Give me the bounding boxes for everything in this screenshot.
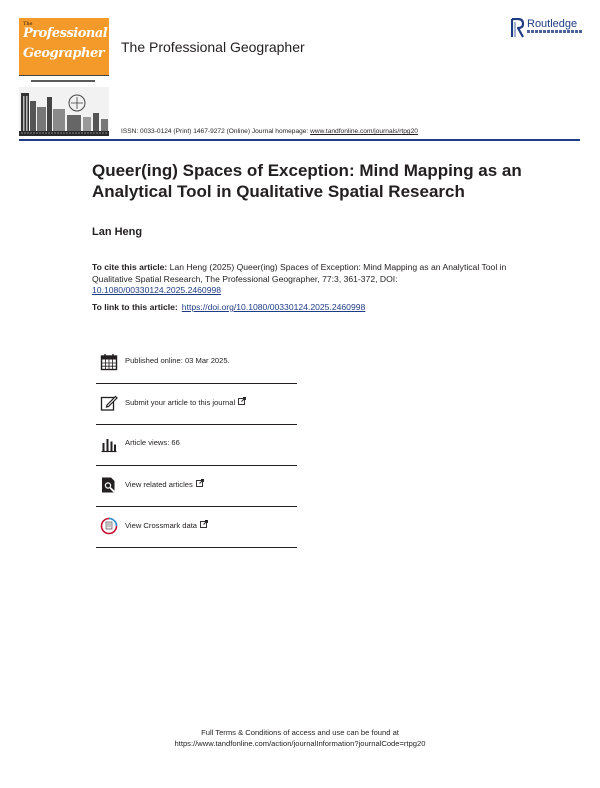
article-views-row [96, 425, 297, 466]
issn-text: ISSN: 0033-0124 (Print) 1467-9272 (Online) Journal homepage: [121, 128, 311, 135]
published-online-label: Published online: 03 Mar 2025. [125, 356, 230, 365]
article-title: Queer(ing) Spaces of Exception: Mind Mapping as an Analytical Tool in Qualitative Spatial Research [92, 161, 522, 201]
cover-strip [19, 75, 109, 87]
cover-title-line2: Geographer [23, 46, 105, 61]
related-articles-text: View related articles [125, 480, 193, 489]
article-views-label: Article views: 66 [125, 438, 180, 447]
publisher-name: Routledge [527, 18, 578, 30]
search-document-icon [100, 476, 118, 494]
cite-label: To cite this article: [92, 262, 168, 272]
routledge-r-icon [511, 18, 524, 38]
footer-terms-text: Full Terms & Conditions of access and use can be found at [201, 728, 399, 737]
doi-link[interactable]: 10.1080/00330124.2025.2460998 [92, 285, 222, 295]
related-articles-label[interactable] [125, 479, 204, 489]
journal-title: The Professional Geographer [121, 39, 305, 55]
journal-cover [19, 18, 109, 136]
cover-the: The [23, 21, 33, 27]
submit-article-label[interactable] [125, 397, 246, 407]
bar-chart-icon [100, 435, 118, 453]
issn-line [121, 128, 418, 135]
article-link-line [92, 302, 365, 312]
related-articles-row[interactable] [96, 466, 297, 507]
article-author: Lan Heng [92, 226, 143, 238]
publisher-tagline [527, 30, 583, 33]
cover-title-line1: Professional [23, 26, 108, 41]
external-link-icon [200, 520, 208, 528]
submit-article-text: Submit your article to this journal [125, 398, 236, 407]
crossmark-icon [100, 517, 118, 535]
cover-cityscape-image [19, 87, 109, 136]
article-url-link[interactable]: https://doi.org/10.1080/00330124.2025.2460998 [181, 302, 366, 312]
calendar-icon [100, 353, 118, 371]
external-link-icon [238, 397, 246, 405]
link-label: To link to this article: [92, 302, 178, 312]
publisher-logo[interactable] [511, 18, 586, 38]
external-link-icon [196, 479, 204, 487]
crossmark-row[interactable] [96, 507, 297, 548]
footer [0, 727, 600, 749]
article-info-list [96, 343, 297, 548]
crossmark-label[interactable] [125, 520, 208, 530]
cover-banner [19, 18, 109, 75]
edit-icon [100, 394, 118, 412]
header-rule [19, 139, 580, 141]
cite-text: Lan Heng (2025) Queer(ing) Spaces of Exception: Mind Mapping as an Analytical Tool in Qualitative Spatial Research, The Professional Geographer, 77:3, 361-372, DOI: [92, 262, 507, 284]
crossmark-text: View Crossmark data [125, 521, 198, 530]
citation-block [92, 262, 512, 297]
published-online-row [96, 343, 297, 384]
footer-terms-link[interactable]: https://www.tandfonline.com/action/journalInformation?journalCode=rtpg20 [174, 739, 426, 748]
journal-homepage-link[interactable]: www.tandfonline.com/journals/rtpg20 [310, 128, 418, 135]
submit-article-row[interactable] [96, 384, 297, 425]
